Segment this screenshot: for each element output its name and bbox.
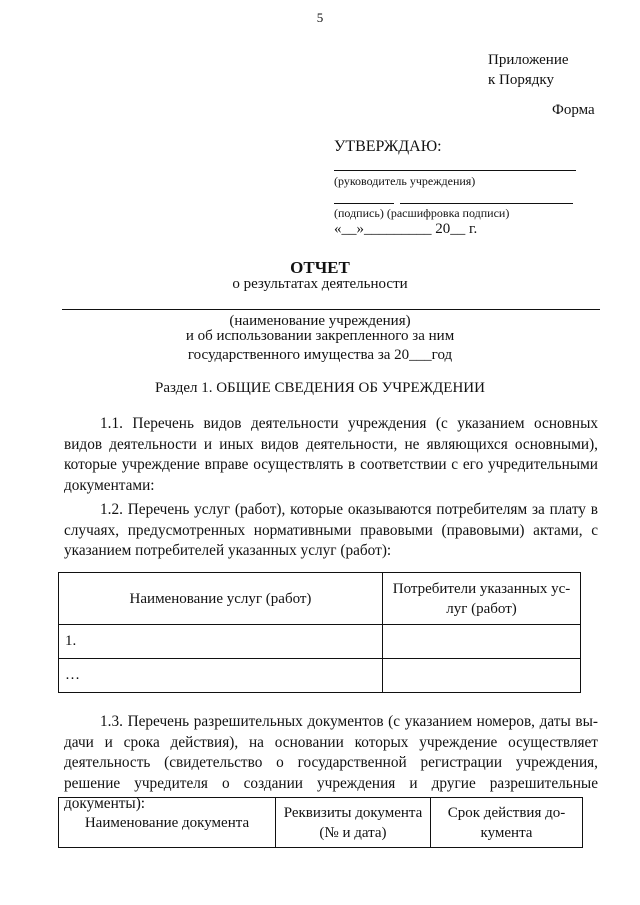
table-cell: [383, 659, 581, 693]
institution-name-line: [62, 309, 600, 310]
head-signature-line: [334, 170, 576, 171]
report-subtitle: о результатах деятельности: [232, 276, 408, 292]
documents-header-details: Реквизиты документа (№ и дата): [276, 798, 431, 848]
documents-table: [58, 797, 583, 848]
report-line-4: государственного имущества за 20___год: [187, 347, 453, 363]
appendix-note: [488, 50, 569, 90]
report-line-3: и об использовании закрепленного за ним: [185, 328, 455, 344]
paragraph-1-1: 1.1. Перечень видов деятельности учреждения (с указанием основных видов деятельности и иных видов деятельности, не являющихся основными), которые учреждение вправе осуществлять в соответствии с его учредительными документами:: [64, 415, 598, 494]
head-caption: (руководитель учреждения): [334, 174, 476, 188]
signature-decode-line: [400, 203, 573, 204]
institution-caption: (наименование учреждения): [229, 313, 411, 329]
appendix-line-2: к Порядку: [488, 72, 554, 88]
table-row: [59, 659, 581, 693]
documents-header-validity: Срок действия до-кумента: [431, 798, 583, 848]
table-cell: 1.: [59, 625, 383, 659]
table-cell: …: [59, 659, 383, 693]
services-header-consumers: Потребители указанных ус-луг (работ): [383, 573, 581, 625]
documents-header-name: Наименование документа: [59, 798, 276, 848]
table-row: [59, 625, 581, 659]
services-table: [58, 572, 581, 693]
report-title: ОТЧЕТ: [290, 258, 350, 277]
form-label: Форма: [552, 102, 595, 118]
paragraph-1-3: 1.3. Перечень разрешительных документов (с указанием номеров, даты выдачи и срока действия), на основании которых учреждение осуществляет деятельность (свидетельство о государственной регистрации учреждения, решение учредителя о создании учреждения и другие разрешительные документы):: [64, 713, 598, 812]
services-table-header-row: [59, 573, 581, 625]
section-1-heading: Раздел 1. ОБЩИЕ СВЕДЕНИЯ ОБ УЧРЕЖДЕНИИ: [155, 380, 485, 396]
paragraph-1-2: 1.2. Перечень услуг (работ), которые оказываются потребителям за плату в случаях, предусмотренных нормативными правовыми (правовыми) актами, с указанием потребителей указанных услуг (работ):: [64, 501, 598, 559]
approval-date: «__»_________ 20__ г.: [334, 221, 478, 237]
services-header-name: Наименование услуг (работ): [59, 573, 383, 625]
signature-line: [334, 203, 394, 204]
appendix-line-1: Приложение: [488, 52, 569, 68]
approval-title: УТВЕРЖДАЮ:: [334, 138, 442, 155]
signature-caption: (подпись) (расшифровка подписи): [334, 206, 510, 220]
table-cell: [383, 625, 581, 659]
documents-table-header-row: [59, 798, 583, 848]
page-number: 5: [316, 10, 324, 25]
